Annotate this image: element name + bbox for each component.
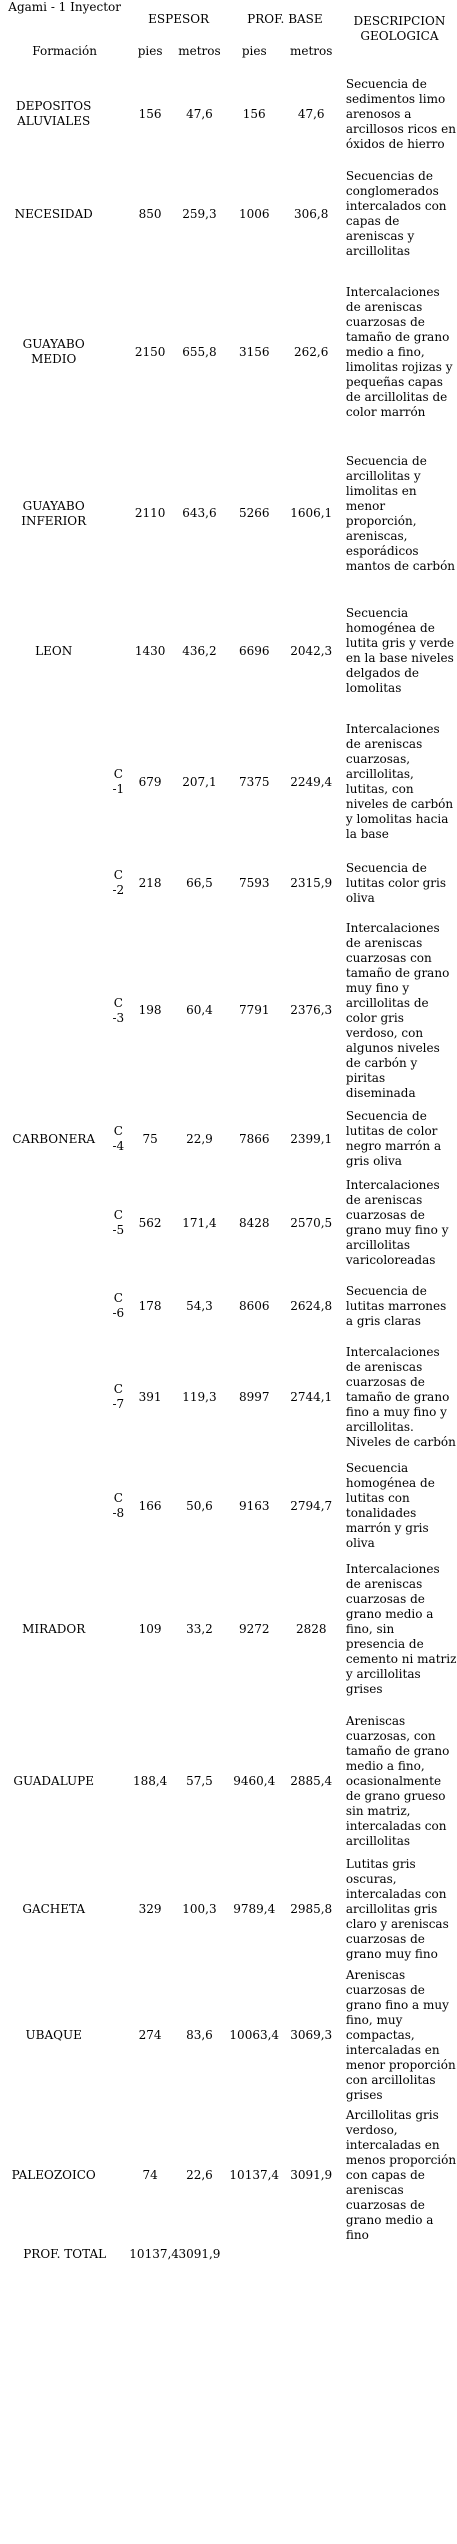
- espesor-pies-cell: 198: [138, 1003, 162, 1017]
- espesor-pies-cell: 274: [138, 2027, 162, 2042]
- subunit-cell: [107, 2108, 129, 2243]
- subunit-cell: C -2: [112, 868, 125, 897]
- espesor-pies-cell: 188,4: [132, 1773, 168, 1788]
- prof-metros-cell: 1606,1: [290, 506, 333, 520]
- prof-metros-cell: 2399,1: [290, 1131, 333, 1146]
- prof-metros-cell: 2376,3: [290, 1003, 333, 1017]
- subunit-cell: [107, 591, 129, 711]
- table-row: [0, 1554, 457, 1705]
- subunit-cell: [107, 436, 129, 591]
- prof-pies-cell: 7375: [238, 774, 270, 789]
- subunit-cell: C -5: [112, 1208, 125, 1237]
- espesor-pies-cell: 329: [138, 1902, 162, 1916]
- espesor-pies-cell: 166: [138, 1498, 162, 1513]
- prof-pies-cell: 3156: [238, 344, 270, 359]
- espesor-pies-cell: 2110: [134, 506, 166, 520]
- formation-cell: [0, 1458, 107, 1554]
- table-row: [0, 268, 457, 436]
- espesor-pies-cell: 156: [138, 106, 162, 121]
- formation-cell: [0, 853, 107, 913]
- description-cell: Secuencia de sedimentos limo arenosos a arcillosos ricos en óxidos de hierro: [345, 76, 456, 151]
- pies-header: pies: [137, 44, 163, 58]
- prof-metros-cell: 3069,3: [290, 2027, 333, 2042]
- table-row: [0, 2108, 457, 2243]
- prof-metros-cell: 306,8: [294, 206, 329, 221]
- prof-metros-cell: 2885,4: [290, 1773, 333, 1788]
- espesor-pies-cell: 850: [138, 206, 162, 221]
- subunit-cell: [107, 1962, 129, 2108]
- espesor-pies-cell: 2150: [134, 344, 166, 359]
- subunit-cell: [107, 68, 129, 160]
- prof-pies-cell: 1006: [238, 206, 270, 221]
- subunit-cell: C -6: [112, 1291, 125, 1320]
- formation-cell: GUAYABO MEDIO: [22, 337, 85, 366]
- description-cell: Secuencia de lutitas marrones a gris claras: [345, 1283, 447, 1328]
- espesor-header: ESPESOR: [148, 12, 210, 26]
- formacion-header: Formación: [32, 44, 97, 58]
- table-row: [0, 1336, 457, 1458]
- prof-pies-cell: 5266: [238, 506, 270, 520]
- espesor-metros-cell: 655,8: [182, 344, 217, 359]
- espesor-metros-cell: 33,2: [186, 1622, 213, 1636]
- total-metros: 3091,9: [178, 2247, 221, 2261]
- formation-cell: [0, 913, 107, 1108]
- prof-pies-cell: 9272: [238, 1622, 270, 1636]
- prof-pies-cell: 10137,4: [229, 2168, 280, 2182]
- prof-metros-cell: 2794,7: [290, 1498, 333, 1513]
- subunit-cell: C -3: [112, 995, 125, 1025]
- espesor-pies-cell: 391: [138, 1389, 162, 1404]
- prof-pies-cell: 7866: [238, 1131, 270, 1146]
- espesor-metros-cell: 54,3: [186, 1298, 213, 1313]
- prof-metros-cell: 2042,3: [290, 643, 333, 658]
- description-cell: Intercalaciones de areniscas cuarzosas, arcillolitas, lutitas, con niveles de carbón y lomolitas hacia la base: [345, 722, 454, 841]
- formation-cell: [0, 1276, 107, 1336]
- espesor-metros-cell: 50,6: [186, 1498, 213, 1513]
- espesor-metros-cell: 83,6: [186, 2027, 213, 2042]
- description-cell: Arcillolitas gris verdoso, intercaladas en menos proporción con capas de areniscas cuarzosas de grano medio a fino: [345, 2108, 457, 2242]
- prof-pies-cell: 7791: [238, 1003, 270, 1017]
- espesor-metros-cell: 22,6: [186, 2168, 213, 2182]
- espesor-metros-cell: 119,3: [182, 1389, 217, 1404]
- prof-pies-cell: 8428: [238, 1215, 270, 1230]
- espesor-pies-cell: 75: [142, 1131, 158, 1146]
- subunit-cell: C -1: [112, 767, 125, 796]
- description-cell: Intercalaciones de areniscas cuarzosas de grano muy fino y arcillolitas varicoloreadas: [345, 1178, 449, 1267]
- subunit-cell: C -8: [112, 1491, 125, 1520]
- pies-header-2: pies: [241, 44, 267, 58]
- prof-pies-cell: 8997: [238, 1389, 270, 1404]
- description-cell: Lutitas gris oscuras, intercaladas con arcillolitas gris claro y areniscas cuarzosas de grano muy fino: [345, 1857, 449, 1961]
- subunit-cell: C -7: [112, 1382, 125, 1411]
- table-row: [0, 1705, 457, 1857]
- prof-pies-cell: 156: [242, 106, 266, 121]
- espesor-metros-cell: 57,5: [186, 1773, 213, 1788]
- formation-cell: UBAQUE: [25, 2027, 82, 2042]
- prof-metros-cell: 3091,9: [290, 2168, 333, 2182]
- prof-metros-cell: 47,6: [297, 106, 325, 121]
- prof-pies-cell: 6696: [238, 643, 270, 658]
- prof-metros-cell: 2249,4: [290, 774, 333, 789]
- prof-base-header: PROF. BASE: [247, 12, 323, 26]
- subunit-cell: [107, 1857, 129, 1962]
- table-row: [0, 1962, 457, 2108]
- espesor-pies-cell: 74: [142, 2168, 158, 2182]
- table-row: [0, 1108, 457, 1170]
- formation-cell: GACHETA: [22, 1902, 86, 1916]
- table-row: [0, 1170, 457, 1276]
- espesor-metros-cell: 100,3: [182, 1902, 217, 1916]
- table-row: [0, 591, 457, 711]
- table-row: [0, 913, 457, 1108]
- description-cell: Secuencia de lutitas de color negro marrón a gris oliva: [345, 1109, 442, 1168]
- espesor-pies-cell: 178: [138, 1298, 162, 1313]
- table-row: [0, 853, 457, 913]
- subunit-cell: [107, 1554, 129, 1705]
- espesor-metros-cell: 66,5: [186, 875, 213, 890]
- description-cell: Secuencias de conglomerados intercalados con capas de areniscas y arcillolitas: [345, 169, 447, 258]
- table-row: [0, 160, 457, 268]
- subunit-cell: [107, 1705, 129, 1857]
- espesor-pies-cell: 218: [138, 875, 162, 890]
- subunit-cell: [107, 160, 129, 268]
- total-row: [0, 2243, 457, 2273]
- formation-cell: CARBONERA: [12, 1131, 96, 1146]
- espesor-metros-cell: 207,1: [182, 774, 217, 789]
- metros-header: metros: [178, 44, 221, 58]
- table-row: [0, 1276, 457, 1336]
- description-cell: Areniscas cuarzosas, con tamaño de grano medio a fino, ocasionalmente de grano grueso sin matriz, intercaladas con arcillolitas: [345, 1713, 450, 1848]
- prof-pies-cell: 9163: [238, 1498, 270, 1513]
- formation-cell: [0, 711, 107, 853]
- espesor-metros-cell: 22,9: [186, 1131, 213, 1146]
- prof-pies-cell: 9789,4: [233, 1902, 276, 1916]
- description-cell: Areniscas cuarzosas de grano fino a muy fino, muy compactas, intercaladas en menor proporción con arcillolitas grises: [345, 1967, 456, 2102]
- espesor-metros-cell: 259,3: [182, 206, 217, 221]
- table-row: [0, 436, 457, 591]
- prof-metros-cell: 2744,1: [290, 1389, 333, 1404]
- formation-cell: NECESIDAD: [14, 206, 93, 221]
- espesor-metros-cell: 60,4: [186, 1003, 213, 1017]
- formation-cell: GUADALUPE: [13, 1773, 94, 1788]
- description-cell: Secuencia de lutitas color gris oliva: [345, 860, 447, 905]
- prof-pies-cell: 9460,4: [233, 1773, 276, 1788]
- empty-cell: [228, 2243, 457, 2273]
- prof-metros-cell: 2315,9: [290, 875, 333, 890]
- metros-header-2: metros: [290, 44, 333, 58]
- espesor-pies-cell: 562: [138, 1215, 162, 1230]
- table-row: [0, 68, 457, 160]
- prof-metros-cell: 262,6: [294, 344, 329, 359]
- subunit-cell: [107, 268, 129, 436]
- description-cell: Intercalaciones de areniscas cuarzosas de tamaño de grano medio a fino, limolitas rojizas y pequeñas capas de arcillolitas de color marrón: [345, 284, 453, 419]
- prof-pies-cell: 7593: [238, 875, 270, 890]
- table-row: [0, 711, 457, 853]
- formation-cell: LEON: [35, 643, 73, 658]
- prof-metros-cell: 2828: [295, 1622, 327, 1636]
- description-cell: Intercalaciones de areniscas cuarzosas de tamaño de grano fino a muy fino y arcillolitas. Niveles de carbón: [345, 1344, 456, 1449]
- formation-cell: DEPOSITOS ALUVIALES: [16, 99, 92, 128]
- subunit-cell: C -4: [112, 1124, 125, 1153]
- table-row: [0, 1857, 457, 1962]
- espesor-metros-cell: 171,4: [182, 1215, 217, 1230]
- formation-cell: [0, 1336, 107, 1458]
- total-pies: 10137,4: [129, 2247, 179, 2261]
- well-name: Agami - 1 Inyector: [8, 0, 121, 14]
- prof-pies-cell: 10063,4: [229, 2027, 280, 2042]
- table-row: [0, 1458, 457, 1554]
- espesor-pies-cell: 1430: [134, 643, 166, 658]
- formation-cell: MIRADOR: [22, 1622, 86, 1636]
- formation-cell: GUAYABO INFERIOR: [21, 498, 87, 528]
- descripcion-header: DESCRIPCION GEOLOGICA: [353, 14, 446, 43]
- formation-cell: PALEOZOICO: [11, 2168, 96, 2182]
- espesor-metros-cell: 643,6: [182, 506, 217, 520]
- prof-metros-cell: 2624,8: [290, 1298, 333, 1313]
- description-cell: Secuencia homogénea de lutitas con tonalidades marrón y gris oliva: [345, 1461, 435, 1550]
- formation-cell: [0, 1170, 107, 1276]
- description-cell: Intercalaciones de areniscas cuarzosas de grano medio a fino, sin presencia de cemento ni matriz y arcillolitas grises: [345, 1562, 457, 1696]
- espesor-metros-cell: 436,2: [182, 643, 217, 658]
- espesor-pies-cell: 109: [138, 1622, 162, 1636]
- espesor-pies-cell: 679: [138, 774, 162, 789]
- prof-metros-cell: 2985,8: [290, 1902, 333, 1916]
- prof-pies-cell: 8606: [238, 1298, 270, 1313]
- prof-metros-cell: 2570,5: [290, 1215, 333, 1230]
- description-cell: Secuencia homogénea de lutita gris y verde en la base niveles delgados de lomolitas: [345, 606, 455, 695]
- description-cell: Intercalaciones de areniscas cuarzosas con tamaño de grano muy fino y arcillolitas de color gris verdoso, con algunos niveles de carbón y piritas diseminada: [345, 920, 450, 1100]
- espesor-metros-cell: 47,6: [186, 106, 213, 121]
- description-cell: Secuencia de arcillolitas y limolitas en menor proporción, areniscas, esporádicos mantos de carbón: [345, 453, 456, 573]
- total-label: PROF. TOTAL: [23, 2247, 107, 2261]
